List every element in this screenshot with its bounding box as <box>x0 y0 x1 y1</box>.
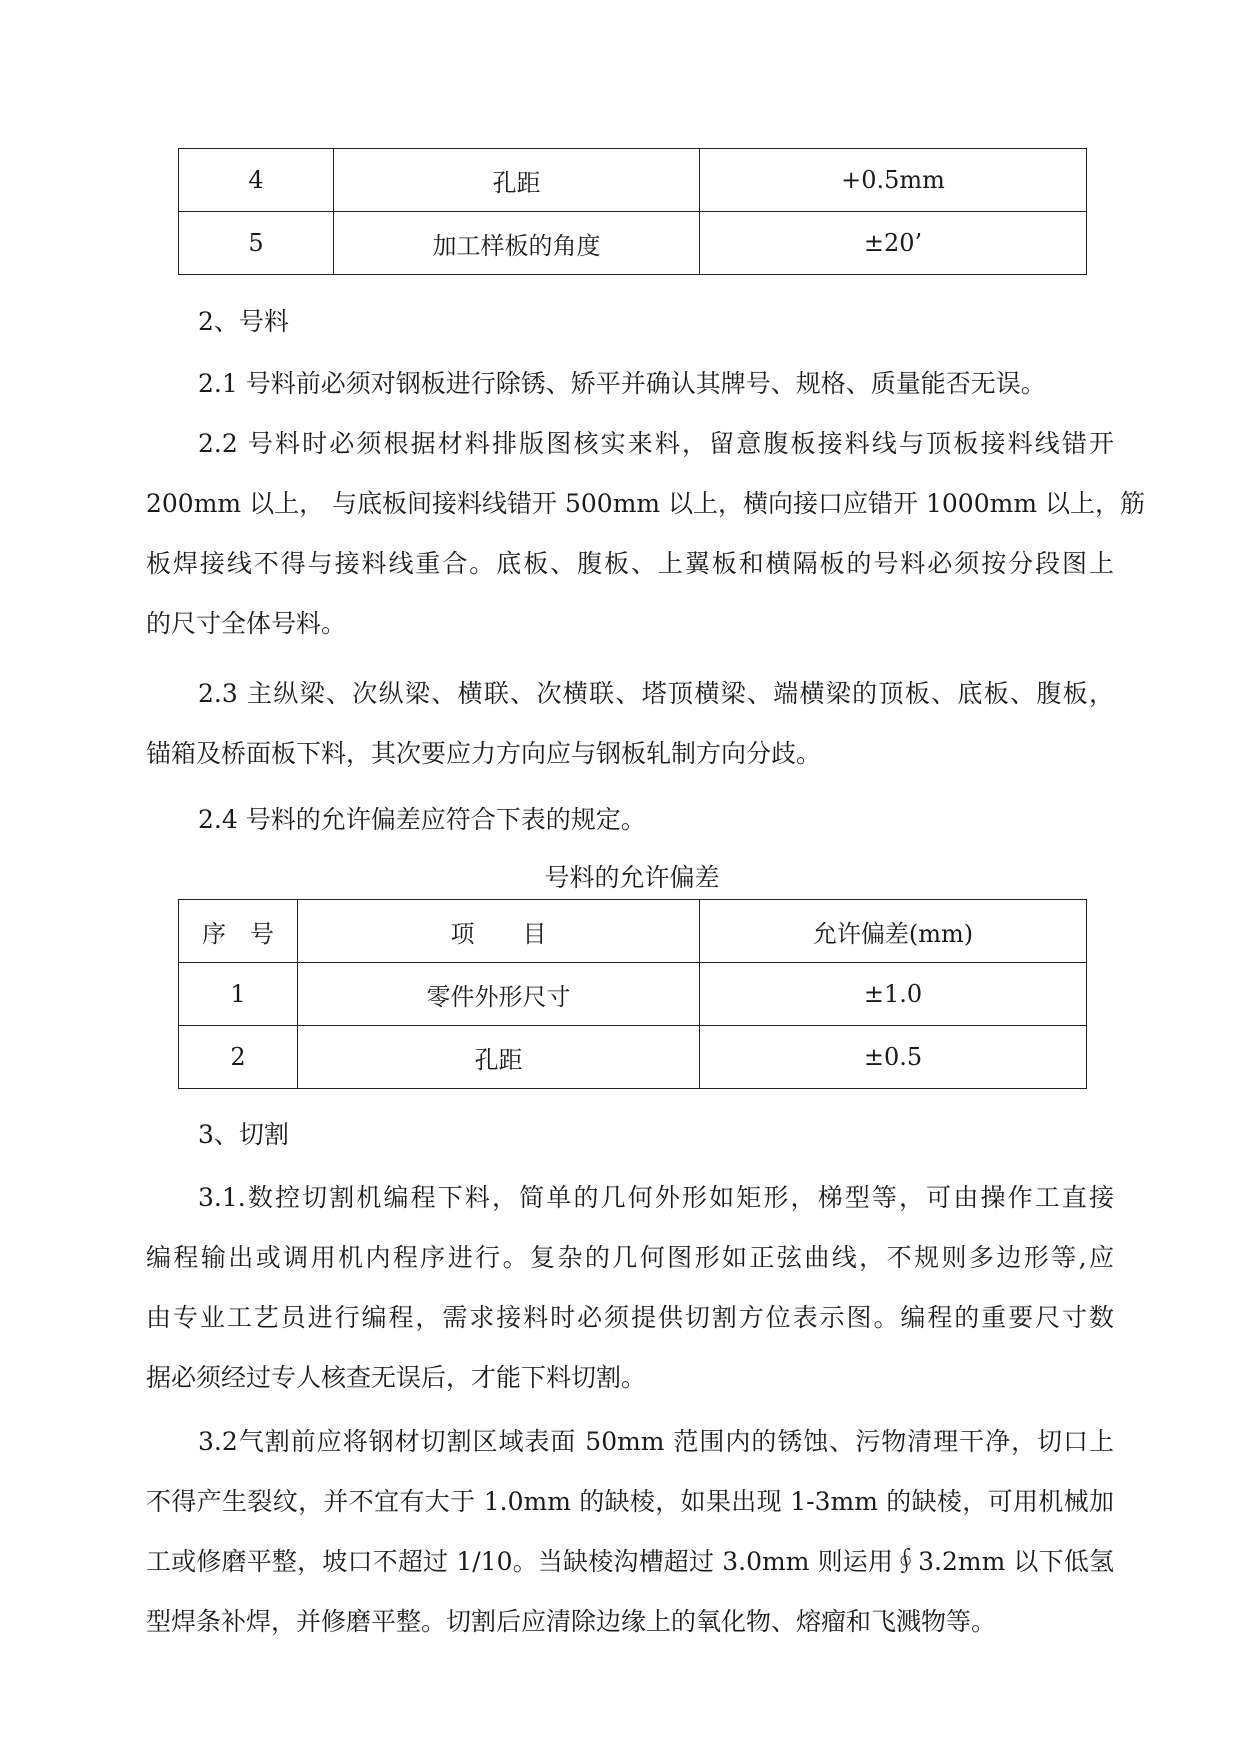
table-header-row <box>179 900 1087 963</box>
paragraph-line: 2.2 号料时必须根据材料排版图核实来料，留意腹板接料线与顶板接料线错开 <box>198 429 1114 458</box>
row-number: 2 <box>179 1026 298 1089</box>
paragraph-2-3 <box>146 664 1114 784</box>
paragraph-line: 型焊条补焊，并修磨平整。切割后应清除边缘上的氧化物、熔瘤和飞溅物等。 <box>146 1607 997 1636</box>
header-tolerance: 允许偏差(mm) <box>700 900 1087 963</box>
row-item: 零件外形尺寸 <box>298 963 700 1026</box>
paragraph-line: 2.4 号料的允许偏差应符合下表的规定。 <box>198 805 646 834</box>
row-tolerance: ±0.5 <box>700 1026 1087 1089</box>
paragraph-2-1 <box>146 354 1114 414</box>
section-heading-cutting: 3、切割 <box>198 1120 289 1149</box>
paragraph-line: 200mm 以上， 与底板间接料线错开 500mm 以上，横向接口应错开 1000mm 以上，筋 <box>146 489 1145 518</box>
table-caption: 号料的允许偏差 <box>544 863 720 892</box>
row-number: 4 <box>179 149 334 212</box>
table-row <box>179 212 1087 275</box>
paragraph-line: 据必须经过专人核查无误后，才能下料切割。 <box>146 1363 647 1392</box>
paragraph-2-2 <box>146 414 1145 654</box>
row-tolerance: ±20’ <box>700 212 1087 275</box>
header-number: 序 号 <box>179 900 298 963</box>
row-number: 1 <box>179 963 298 1026</box>
paragraph-line: 的尺寸全体号料。 <box>146 609 347 638</box>
row-tolerance: +0.5mm <box>700 149 1087 212</box>
row-tolerance: ±1.0 <box>700 963 1087 1026</box>
table-row <box>179 149 1087 212</box>
paragraph-line: 工或修磨平整，坡口不超过 1/10。当缺棱沟槽超过 3.0mm 则运用∮3.2mm 以下低氢 <box>146 1547 1114 1576</box>
row-item: 加工样板的角度 <box>334 212 700 275</box>
tolerance-table-continued <box>178 148 1087 275</box>
marking-tolerance-table <box>178 899 1087 1089</box>
row-number: 5 <box>179 212 334 275</box>
table-row <box>179 963 1087 1026</box>
paragraph-3-1 <box>146 1168 1114 1408</box>
paragraph-3-2 <box>146 1412 1114 1652</box>
paragraph-line: 2.3 主纵梁、次纵梁、横联、次横联、塔顶横梁、端横梁的顶板、底板、腹板， <box>198 679 1114 708</box>
paragraph-2-4 <box>146 790 1114 850</box>
paragraph-line: 编程输出或调用机内程序进行。复杂的几何图形如正弦曲线，不规则多边形等,应 <box>146 1243 1114 1272</box>
paragraph-line: 不得产生裂纹，并不宜有大于 1.0mm 的缺棱，如果出现 1-3mm 的缺棱，可用机械加 <box>146 1487 1114 1516</box>
header-item: 项 目 <box>298 900 700 963</box>
paragraph-line: 板焊接线不得与接料线重合。底板、腹板、上翼板和横隔板的号料必须按分段图上 <box>146 549 1114 578</box>
paragraph-line: 锚箱及桥面板下料，其次要应力方向应与钢板轧制方向分歧。 <box>146 739 822 768</box>
row-item: 孔距 <box>298 1026 700 1089</box>
table-row <box>179 1026 1087 1089</box>
paragraph-line: 2.1 号料前必须对钢板进行除锈、矫平并确认其牌号、规格、质量能否无误。 <box>198 369 1046 398</box>
section-heading-marking: 2、号料 <box>198 307 289 336</box>
paragraph-line: 3.1.数控切割机编程下料，简单的几何外形如矩形，梯型等，可由操作工直接 <box>198 1183 1114 1212</box>
paragraph-line: 3.2气割前应将钢材切割区域表面 50mm 范围内的锈蚀、污物清理干净，切口上 <box>198 1427 1114 1456</box>
paragraph-line: 由专业工艺员进行编程，需求接料时必须提供切割方位表示图。编程的重要尺寸数 <box>146 1303 1114 1332</box>
row-item: 孔距 <box>334 149 700 212</box>
